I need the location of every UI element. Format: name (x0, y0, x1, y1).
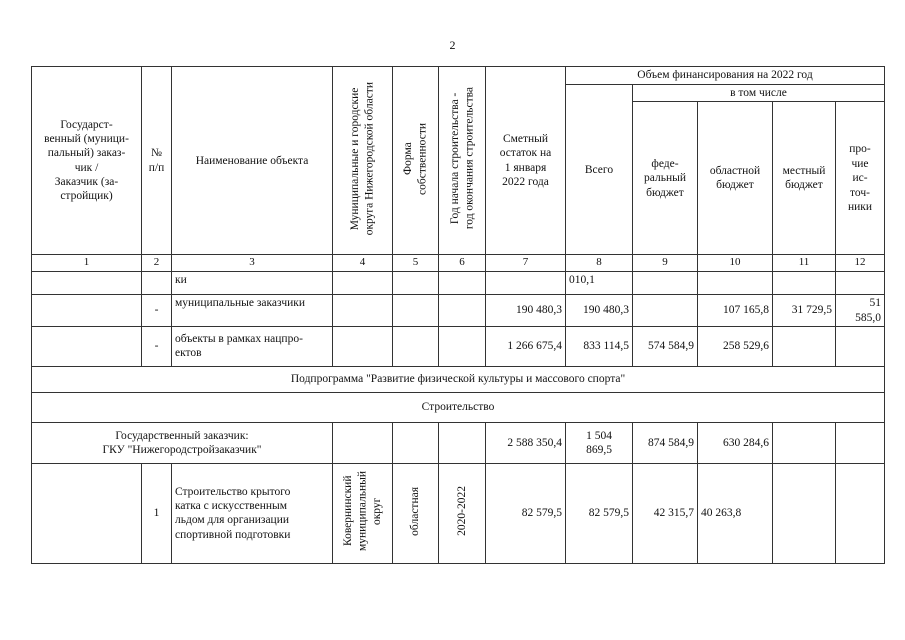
total-value: 190 480,3 (566, 295, 633, 327)
estimate-value: 1 266 675,4 (486, 326, 566, 366)
col-number: 2 (142, 255, 172, 272)
col-number: 3 (172, 255, 333, 272)
section-row (32, 392, 885, 422)
subprogram-row (32, 366, 885, 392)
header-number: № п/п (142, 67, 172, 255)
federal-value: 874 584,9 (633, 422, 698, 463)
header-object-name: Наименование объекта (172, 67, 333, 255)
row-number: - (142, 295, 172, 327)
object-name: Строительство крытого катка с искусственным льдом для организации спортивной подготовки (172, 463, 333, 563)
table-row (32, 295, 885, 327)
col-number: 12 (836, 255, 885, 272)
header-years: Год начала строительства - год окончания строительства (439, 67, 486, 255)
header-financing: Объем финансирования на 2022 год (566, 67, 885, 85)
col-number: 11 (773, 255, 836, 272)
table-row (32, 326, 885, 366)
col-number: 6 (439, 255, 486, 272)
row-number: 1 (142, 463, 172, 563)
object-name: объекты в рамках нацпро- ектов (172, 326, 333, 366)
header-districts: Муниципальные и городские округа Нижегородской области (333, 67, 393, 255)
state-customer: Государственный заказчик: ГКУ "Нижегородстройзаказчик" (32, 422, 333, 463)
regional-value: 107 165,8 (698, 295, 773, 327)
regional-value: 258 529,6 (698, 326, 773, 366)
estimate-value: 82 579,5 (486, 463, 566, 563)
customer-row (32, 422, 885, 463)
col-number: 10 (698, 255, 773, 272)
section-title: Строительство (32, 392, 885, 422)
header-total: Всего (566, 85, 633, 255)
header-regional: областной бюджет (698, 102, 773, 255)
financing-table (31, 66, 885, 564)
col-number: 1 (32, 255, 142, 272)
object-name: муниципальные заказчики (172, 295, 333, 327)
subprogram-title: Подпрограмма "Развитие физической культуры и массового спорта" (32, 366, 885, 392)
col-number: 7 (486, 255, 566, 272)
col-number: 5 (393, 255, 439, 272)
total-value: 82 579,5 (566, 463, 633, 563)
header-federal: феде- ральный бюджет (633, 102, 698, 255)
object-name: ки (172, 272, 333, 295)
estimate-value: 190 480,3 (486, 295, 566, 327)
column-numbers-row (32, 255, 885, 272)
header-ownership: Форма собственности (393, 67, 439, 255)
header-other: про- чие ис- точ- ники (836, 102, 885, 255)
other-value: 51 585,0 (836, 295, 885, 327)
col-number: 4 (333, 255, 393, 272)
years-cell: 2020-2022 (439, 463, 486, 563)
total-value: 833 114,5 (566, 326, 633, 366)
page-number: 2 (449, 38, 456, 52)
total-value: 010,1 (566, 272, 633, 295)
header-local: местный бюджет (773, 102, 836, 255)
estimate-value: 2 588 350,4 (486, 422, 566, 463)
header-estimate: Сметный остаток на 1 января 2022 года (486, 67, 566, 255)
local-value: 31 729,5 (773, 295, 836, 327)
table-row (32, 463, 885, 563)
row-number: - (142, 326, 172, 366)
header-customer: Государст- венный (муници- пальный) заказ- чик / Заказчик (за- стройщик) (32, 67, 142, 255)
federal-value: 42 315,7 (633, 463, 698, 563)
col-number: 9 (633, 255, 698, 272)
header-including: в том числе (633, 85, 885, 102)
regional-value: 40 263,8 (698, 463, 773, 563)
district-cell: Ковернинский муниципальный округ (333, 463, 393, 563)
federal-value: 574 584,9 (633, 326, 698, 366)
table-row (32, 272, 885, 295)
ownership-cell: областная (393, 463, 439, 563)
regional-value: 630 284,6 (698, 422, 773, 463)
col-number: 8 (566, 255, 633, 272)
total-value: 1 504 869,5 (566, 422, 633, 463)
